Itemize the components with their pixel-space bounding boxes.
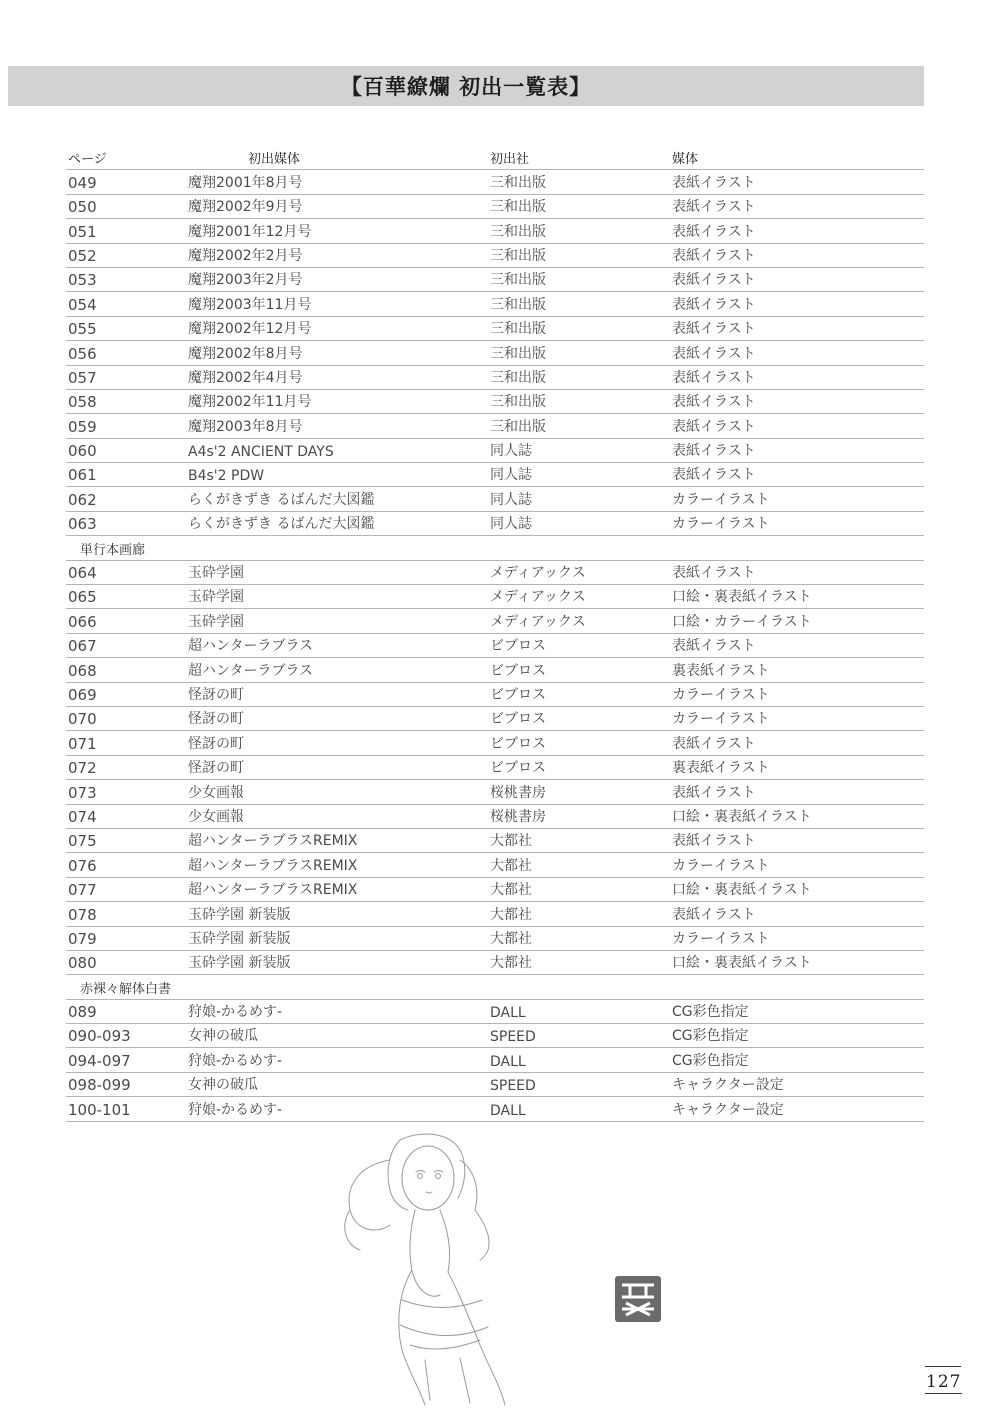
cell-medium: CG彩色指定 xyxy=(672,1004,749,1021)
cell-publisher: 同人誌 xyxy=(490,491,532,508)
cell-publisher: SPEED xyxy=(490,1078,536,1095)
cell-medium: カラーイラスト xyxy=(672,930,770,947)
cell-page: 056 xyxy=(68,344,97,363)
cell-source: 魔翔2003年2月号 xyxy=(188,272,303,289)
table-row xyxy=(66,853,924,877)
cell-source: 怪訝の町 xyxy=(188,735,244,752)
table-row xyxy=(66,731,924,755)
cell-page: 075 xyxy=(68,832,97,851)
cell-page: 051 xyxy=(68,222,97,241)
cell-medium: 表紙イラスト xyxy=(672,369,756,386)
cell-publisher: メディアックス xyxy=(490,589,586,606)
cell-publisher: 同人誌 xyxy=(490,516,532,533)
table-row xyxy=(66,1073,924,1097)
cell-medium: カラーイラスト xyxy=(672,686,770,703)
table-row xyxy=(66,219,924,243)
cell-page: 079 xyxy=(68,929,97,948)
cell-publisher: 同人誌 xyxy=(490,467,532,484)
cell-page: 078 xyxy=(68,905,97,924)
cell-source: 玉砕学園 xyxy=(188,613,244,630)
cell-source: 女神の破瓜 xyxy=(188,1077,258,1094)
cell-medium: 表紙イラスト xyxy=(672,443,756,460)
cell-source: 魔翔2001年8月号 xyxy=(188,174,303,191)
cell-medium: CG彩色指定 xyxy=(672,1028,749,1045)
table-row xyxy=(66,414,924,438)
cell-medium: 表紙イラスト xyxy=(672,272,756,289)
title-bar xyxy=(8,66,924,106)
cell-medium: 表紙イラスト xyxy=(672,199,756,216)
cell-publisher: 大都社 xyxy=(490,906,532,923)
cell-medium: 口絵・裏表紙イラスト xyxy=(672,955,812,972)
cell-publisher: 三和出版 xyxy=(490,369,546,386)
cell-source: A4s'2 ANCIENT DAYS xyxy=(188,444,334,461)
cell-medium: 表紙イラスト xyxy=(672,394,756,411)
table-row xyxy=(66,585,924,609)
artist-seal-stamp xyxy=(614,1275,662,1323)
cell-page: 090-093 xyxy=(68,1027,131,1046)
section-row xyxy=(66,975,924,999)
cell-publisher: ビブロス xyxy=(490,760,546,777)
table-row xyxy=(66,292,924,316)
cell-publisher: ビブロス xyxy=(490,711,546,728)
cell-medium: 裏表紙イラスト xyxy=(672,760,770,777)
cell-publisher: ビブロス xyxy=(490,735,546,752)
cell-publisher: 三和出版 xyxy=(490,394,546,411)
table-row xyxy=(66,439,924,463)
cell-medium: 表紙イラスト xyxy=(672,735,756,752)
cell-source: 魔翔2002年12月号 xyxy=(188,321,312,338)
table-row xyxy=(66,170,924,194)
table-row xyxy=(66,244,924,268)
cell-source: 少女画報 xyxy=(188,808,244,825)
cell-medium: 表紙イラスト xyxy=(672,833,756,850)
cell-medium: 表紙イラスト xyxy=(672,906,756,923)
cell-publisher: 三和出版 xyxy=(490,174,546,191)
cell-publisher: 三和出版 xyxy=(490,272,546,289)
table-row xyxy=(66,195,924,219)
table-row xyxy=(66,390,924,414)
cell-publisher: 同人誌 xyxy=(490,443,532,460)
cell-page: 073 xyxy=(68,783,97,802)
header-publisher: 初出社 xyxy=(490,152,530,168)
cell-source: 玉砕学園 新装版 xyxy=(188,906,291,923)
cell-source: 超ハンターラブラスREMIX xyxy=(188,857,358,874)
cell-medium: CG彩色指定 xyxy=(672,1052,749,1069)
cell-medium: 表紙イラスト xyxy=(672,247,756,264)
table-row xyxy=(66,609,924,633)
cell-source: 魔翔2002年11月号 xyxy=(188,394,312,411)
table-row xyxy=(66,1097,924,1121)
cell-publisher: ビブロス xyxy=(490,686,546,703)
cell-page: 066 xyxy=(68,612,97,631)
cell-source: 怪訝の町 xyxy=(188,760,244,777)
table-row xyxy=(66,829,924,853)
cell-publisher: 大都社 xyxy=(490,955,532,972)
cell-medium: 表紙イラスト xyxy=(672,296,756,313)
cell-publisher: 三和出版 xyxy=(490,418,546,435)
cell-page: 072 xyxy=(68,759,97,778)
cell-publisher: 大都社 xyxy=(490,930,532,947)
cell-page: 061 xyxy=(68,466,97,485)
cell-page: 100-101 xyxy=(68,1100,131,1119)
cell-source: 少女画報 xyxy=(188,784,244,801)
cell-source: 魔翔2003年11月号 xyxy=(188,296,312,313)
cell-page: 071 xyxy=(68,734,97,753)
table-row xyxy=(66,487,924,511)
cell-page: 053 xyxy=(68,271,97,290)
cell-source: 怪訝の町 xyxy=(188,711,244,728)
cell-source: 超ハンターラブラス xyxy=(188,638,314,655)
page-number: 127 xyxy=(926,1372,962,1392)
cell-medium: 表紙イラスト xyxy=(672,418,756,435)
table-row xyxy=(66,341,924,365)
cell-medium: カラーイラスト xyxy=(672,516,770,533)
cell-page: 064 xyxy=(68,564,97,583)
cell-source: B4s'2 PDW xyxy=(188,468,265,485)
cell-publisher: 三和出版 xyxy=(490,296,546,313)
cell-publisher: DALL xyxy=(490,1005,526,1022)
table-row xyxy=(66,927,924,951)
cell-page: 068 xyxy=(68,661,97,680)
cell-page: 049 xyxy=(68,173,97,192)
cell-page: 070 xyxy=(68,710,97,729)
cell-page: 076 xyxy=(68,856,97,875)
cell-page: 080 xyxy=(68,954,97,973)
table-row xyxy=(66,805,924,829)
cell-page: 050 xyxy=(68,198,97,217)
cell-source: 玉砕学園 xyxy=(188,565,244,582)
table-row xyxy=(66,634,924,658)
table-row xyxy=(66,878,924,902)
header-medium: 媒体 xyxy=(672,152,699,168)
cell-publisher: 三和出版 xyxy=(490,247,546,264)
header-page: ページ xyxy=(68,152,107,168)
cell-medium: カラーイラスト xyxy=(672,491,770,508)
cell-publisher: 三和出版 xyxy=(490,199,546,216)
table-row xyxy=(66,268,924,292)
table-row xyxy=(66,512,924,536)
cell-source: 玉砕学園 新装版 xyxy=(188,955,291,972)
section-label: 赤裸々解体白書 xyxy=(80,981,172,997)
character-sketch-illustration xyxy=(330,1130,590,1410)
table-row xyxy=(66,707,924,731)
cell-page: 069 xyxy=(68,685,97,704)
table-header xyxy=(66,146,924,170)
cell-publisher: 三和出版 xyxy=(490,345,546,362)
cell-publisher: 桜桃書房 xyxy=(490,808,546,825)
table-row xyxy=(66,780,924,804)
cell-publisher: 大都社 xyxy=(490,833,532,850)
cell-source: らくがきずき るばんだ大図鑑 xyxy=(188,516,375,533)
cell-page: 054 xyxy=(68,295,97,314)
table-row xyxy=(66,683,924,707)
cell-source: 玉砕学園 xyxy=(188,589,244,606)
cell-page: 089 xyxy=(68,1003,97,1022)
cell-source: 超ハンターラブラス xyxy=(188,662,314,679)
cell-source: 魔翔2002年8月号 xyxy=(188,345,303,362)
table-row xyxy=(66,756,924,780)
table-row xyxy=(66,561,924,585)
cell-page: 065 xyxy=(68,588,97,607)
cell-source: 魔翔2002年2月号 xyxy=(188,247,303,264)
cell-medium: 口絵・裏表紙イラスト xyxy=(672,589,812,606)
cell-source: らくがきずき るばんだ大図鑑 xyxy=(188,491,375,508)
cell-source: 魔翔2001年12月号 xyxy=(188,223,312,240)
cell-page: 057 xyxy=(68,368,97,387)
cell-source: 超ハンターラブラスREMIX xyxy=(188,833,358,850)
cell-page: 060 xyxy=(68,442,97,461)
cell-publisher: 桜桃書房 xyxy=(490,784,546,801)
cell-medium: 表紙イラスト xyxy=(672,565,756,582)
table-row xyxy=(66,317,924,341)
cell-medium: 裏表紙イラスト xyxy=(672,662,770,679)
cell-source: 超ハンターラブラスREMIX xyxy=(188,882,358,899)
cell-medium: カラーイラスト xyxy=(672,711,770,728)
cell-publisher: DALL xyxy=(490,1102,526,1119)
cell-page: 094-097 xyxy=(68,1051,131,1070)
page-number-rule xyxy=(925,1366,961,1367)
cell-publisher: ビブロス xyxy=(490,662,546,679)
cell-medium: キャラクター設定 xyxy=(672,1077,784,1094)
cell-page: 058 xyxy=(68,393,97,412)
cell-page: 098-099 xyxy=(68,1076,131,1095)
table-row xyxy=(66,1024,924,1048)
cell-publisher: メディアックス xyxy=(490,613,586,630)
header-source: 初出媒体 xyxy=(248,152,301,168)
cell-source: 玉砕学園 新装版 xyxy=(188,930,291,947)
cell-page: 077 xyxy=(68,881,97,900)
cell-source: 狩娘-かるめす- xyxy=(188,1004,283,1021)
table-row xyxy=(66,463,924,487)
cell-source: 怪訝の町 xyxy=(188,686,244,703)
cell-medium: 表紙イラスト xyxy=(672,321,756,338)
cell-source: 魔翔2003年8月号 xyxy=(188,418,303,435)
cell-publisher: メディアックス xyxy=(490,565,586,582)
cell-publisher: ビブロス xyxy=(490,638,546,655)
cell-medium: 表紙イラスト xyxy=(672,467,756,484)
cell-publisher: 大都社 xyxy=(490,857,532,874)
cell-medium: 表紙イラスト xyxy=(672,345,756,362)
page-title: 【百華繚爛 初出一覧表】 xyxy=(340,74,592,99)
section-label: 単行本画廊 xyxy=(80,542,146,558)
table-row xyxy=(66,1048,924,1072)
cell-page: 067 xyxy=(68,637,97,656)
table-row xyxy=(66,1000,924,1024)
cell-medium: 表紙イラスト xyxy=(672,638,756,655)
table-row xyxy=(66,658,924,682)
cell-source: 狩娘-かるめす- xyxy=(188,1052,283,1069)
cell-medium: カラーイラスト xyxy=(672,857,770,874)
cell-medium: 口絵・裏表紙イラスト xyxy=(672,808,812,825)
cell-publisher: DALL xyxy=(490,1053,526,1070)
cell-source: 狩娘-かるめす- xyxy=(188,1101,283,1118)
section-row xyxy=(66,536,924,560)
cell-medium: 口絵・裏表紙イラスト xyxy=(672,882,812,899)
cell-page: 052 xyxy=(68,246,97,265)
table-row xyxy=(66,902,924,926)
cell-medium: 表紙イラスト xyxy=(672,223,756,240)
cell-source: 女神の破瓜 xyxy=(188,1028,258,1045)
cell-medium: 表紙イラスト xyxy=(672,784,756,801)
cell-medium: 表紙イラスト xyxy=(672,174,756,191)
cell-publisher: 三和出版 xyxy=(490,223,546,240)
cell-medium: キャラクター設定 xyxy=(672,1101,784,1118)
cell-publisher: SPEED xyxy=(490,1029,536,1046)
cell-page: 062 xyxy=(68,490,97,509)
table-row xyxy=(66,951,924,975)
table-row xyxy=(66,366,924,390)
cell-publisher: 三和出版 xyxy=(490,321,546,338)
cell-page: 074 xyxy=(68,807,97,826)
cell-medium: 口絵・カラーイラスト xyxy=(672,613,812,630)
cell-source: 魔翔2002年4月号 xyxy=(188,369,303,386)
cell-page: 059 xyxy=(68,417,97,436)
credits-table xyxy=(66,146,924,1122)
cell-source: 魔翔2002年9月号 xyxy=(188,199,303,216)
cell-page: 055 xyxy=(68,320,97,339)
cell-page: 063 xyxy=(68,515,97,534)
cell-publisher: 大都社 xyxy=(490,882,532,899)
